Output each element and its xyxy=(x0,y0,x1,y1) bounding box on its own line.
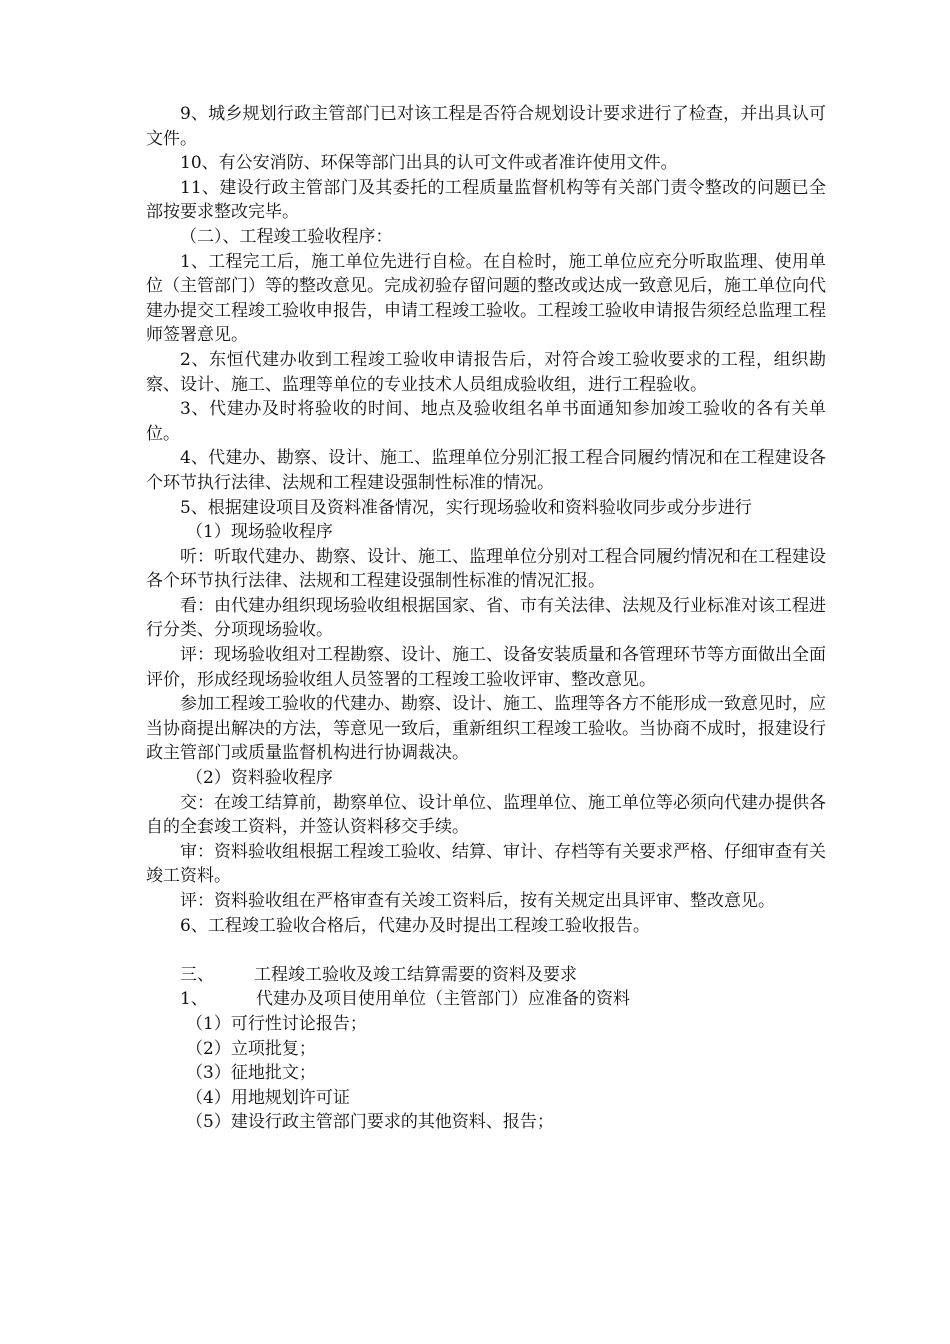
subsection-one-number: 1、 xyxy=(180,989,208,1010)
paragraph-item-9: 9、城乡规划行政主管部门已对该工程是否符合规划设计要求进行了检查，并出具认可文件。 xyxy=(146,104,826,149)
section-three-title: 工程竣工验收及竣工结算需要的资料及要求 xyxy=(254,964,577,985)
material-item-2: （2）立项批复； xyxy=(186,1038,316,1059)
docs-item-review: 审：资料验收组根据工程竣工验收、结算、审计、存档等有关要求严格、仔细审查有关竣工资料。 xyxy=(146,841,826,887)
section-three-number: 三、 xyxy=(180,964,214,985)
site-acceptance-title: （1）现场验收程序 xyxy=(186,522,333,543)
docs-acceptance-title: （2）资料验收程序 xyxy=(186,768,333,789)
docs-item-submit: 交：在竣工结算前，勘察单位、设计单位、监理单位、施工单位等必须向代建办提供各自的全套竣工资料，并签认资料移交手续。 xyxy=(146,792,826,838)
subsection-one-heading xyxy=(146,987,826,1012)
material-item-1: （1）可行性讨论报告； xyxy=(186,1013,367,1034)
site-item-dispute: 参加工程竣工验收的代建办、勘察、设计、施工、监理等各方不能形成一致意见时，应当协商提出解决的方法，等意见一致后，重新组织工程竣工验收。当协商不成时，报建设行政主管部门或质量监督机构进行协调裁决。 xyxy=(146,694,826,764)
step-1: 1、工程完工后，施工单位先进行自检。在自检时，施工单位应充分听取监理、使用单位（主管部门）等的整改意见。完成初验存留问题的整改或达成一致意见后，施工单位向代建办提交工程竣工验收申报告，申请工程竣工验收。工程竣工验收申请报告须经总监理工程师签署意见。 xyxy=(146,251,826,346)
paragraph-item-10: 10、有公安消防、环保等部门出具的认可文件或者准许使用文件。 xyxy=(180,153,678,174)
material-item-4: （4）用地规划许可证 xyxy=(186,1087,350,1108)
blank-line xyxy=(146,938,826,963)
step-2: 2、东恒代建办收到工程竣工验收申请报告后，对符合竣工验收要求的工程，组织勘察、设计、施工、监理等单位的专业技术人员组成验收组，进行工程验收。 xyxy=(146,349,826,395)
docs-item-evaluate: 评：资料验收组在严格审查有关竣工资料后，按有关规定出具评审、整改意见。 xyxy=(180,891,775,911)
paragraph-item-11: 11、建设行政主管部门及其委托的工程质量监督机构等有关部门责令整改的问题已全部按要求整改完毕。 xyxy=(146,177,826,223)
site-item-evaluate: 评：现场验收组对工程勘察、设计、施工、设备安装质量和各管理环节等方面做出全面评价，形成经现场验收组人员签署的工程竣工验收评审、整改意见。 xyxy=(146,645,826,690)
step-3: 3、代建办及时将验收的时间、地点及验收组名单书面通知参加竣工验收的各有关单位。 xyxy=(146,399,826,444)
section-three-heading xyxy=(146,963,826,988)
site-item-look: 看：由代建办组织现场验收组根据国家、省、市有关法律、法规及行业标准对该工程进行分类、分项现场验收。 xyxy=(146,595,826,641)
step-6: 6、工程竣工验收合格后，代建办及时提出工程竣工验收报告。 xyxy=(180,915,650,936)
step-4: 4、代建办、勘察、设计、施工、监理单位分别汇报工程合同履约情况和在工程建设各个环节执行法律、法规和工程建设强制性标准的情况。 xyxy=(146,448,826,493)
step-5: 5、根据建设项目及资料准备情况，实行现场验收和资料验收同步或分步进行 xyxy=(180,497,752,518)
material-item-5: （5）建设行政主管部门要求的其他资料、报告； xyxy=(186,1112,554,1133)
material-item-3: （3）征地批文； xyxy=(186,1063,316,1084)
section-two-title: （二）、工程竣工验收程序： xyxy=(180,226,393,247)
subsection-one-title: 代建办及项目使用单位（主管部门）应准备的资料 xyxy=(256,989,630,1010)
document-body xyxy=(146,102,826,1135)
site-item-listen: 听：听取代建办、勘察、设计、施工、监理单位分别对工程合同履约情况和在工程建设各个环节执行法律、法规和工程建设强制性标准的情况汇报。 xyxy=(146,546,826,592)
